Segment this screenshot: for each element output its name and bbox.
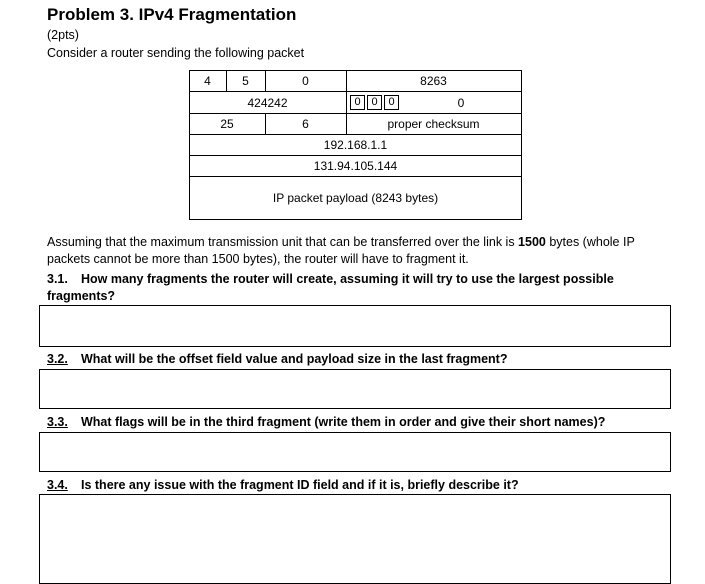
answer-box-3-3[interactable] — [39, 432, 671, 472]
payload-field: IP packet payload (8243 bytes) — [272, 191, 439, 205]
answer-box-3-1[interactable] — [39, 305, 671, 347]
question-3-4 — [47, 477, 519, 494]
problem-title: Problem 3. IPv4 Fragmentation — [47, 5, 297, 24]
question-number: 3.1. — [47, 272, 68, 286]
total-length-field: 8263 — [420, 74, 447, 88]
checksum-field: proper checksum — [387, 117, 480, 131]
description-text-before: Assuming that the maximum transmission unit that can be transferred over the link is — [47, 235, 519, 249]
flag-mf: 0 — [384, 95, 399, 110]
question-text: What will be the offset field value and payload size in the last fragment? — [81, 352, 508, 366]
mtu-description — [47, 234, 677, 268]
question-3-2 — [47, 351, 507, 368]
ihl-field: 5 — [242, 74, 249, 88]
flag-reserved: 0 — [350, 95, 365, 110]
identification-field: 424242 — [247, 96, 288, 110]
answer-box-3-2[interactable] — [39, 369, 671, 409]
version-field: 4 — [204, 74, 211, 88]
source-ip-field: 192.168.1.1 — [323, 138, 388, 152]
mtu-value: 1500 — [518, 235, 546, 249]
question-3-1 — [47, 271, 677, 305]
destination-ip-field: 131.94.105.144 — [313, 159, 398, 173]
ttl-field: 25 — [220, 117, 234, 131]
question-text: How many fragments the router will create, assuming it will try to use the largest possible fragments? — [47, 272, 614, 303]
description-text-after: bytes (whole IP packets cannot be more than 1500 bytes), the router will have to fragment it. — [47, 235, 635, 266]
flag-df: 0 — [367, 95, 382, 110]
question-text: What flags will be in the third fragment (write them in order and give their short names)? — [81, 415, 606, 429]
question-number: 3.4. — [47, 478, 68, 492]
answer-box-3-4[interactable] — [39, 494, 671, 584]
question-number: 3.3. — [47, 415, 68, 429]
protocol-field: 6 — [302, 117, 309, 131]
fragment-offset-field: 0 — [457, 96, 465, 110]
tos-field: 0 — [302, 74, 309, 88]
question-number: 3.2. — [47, 352, 68, 366]
intro-text: Consider a router sending the following packet — [47, 46, 305, 60]
points-label: (2pts) — [47, 28, 79, 42]
ipv4-header-diagram — [189, 70, 522, 220]
question-text: Is there any issue with the fragment ID field and if it is, briefly describe it? — [81, 478, 519, 492]
question-3-3 — [47, 414, 605, 431]
